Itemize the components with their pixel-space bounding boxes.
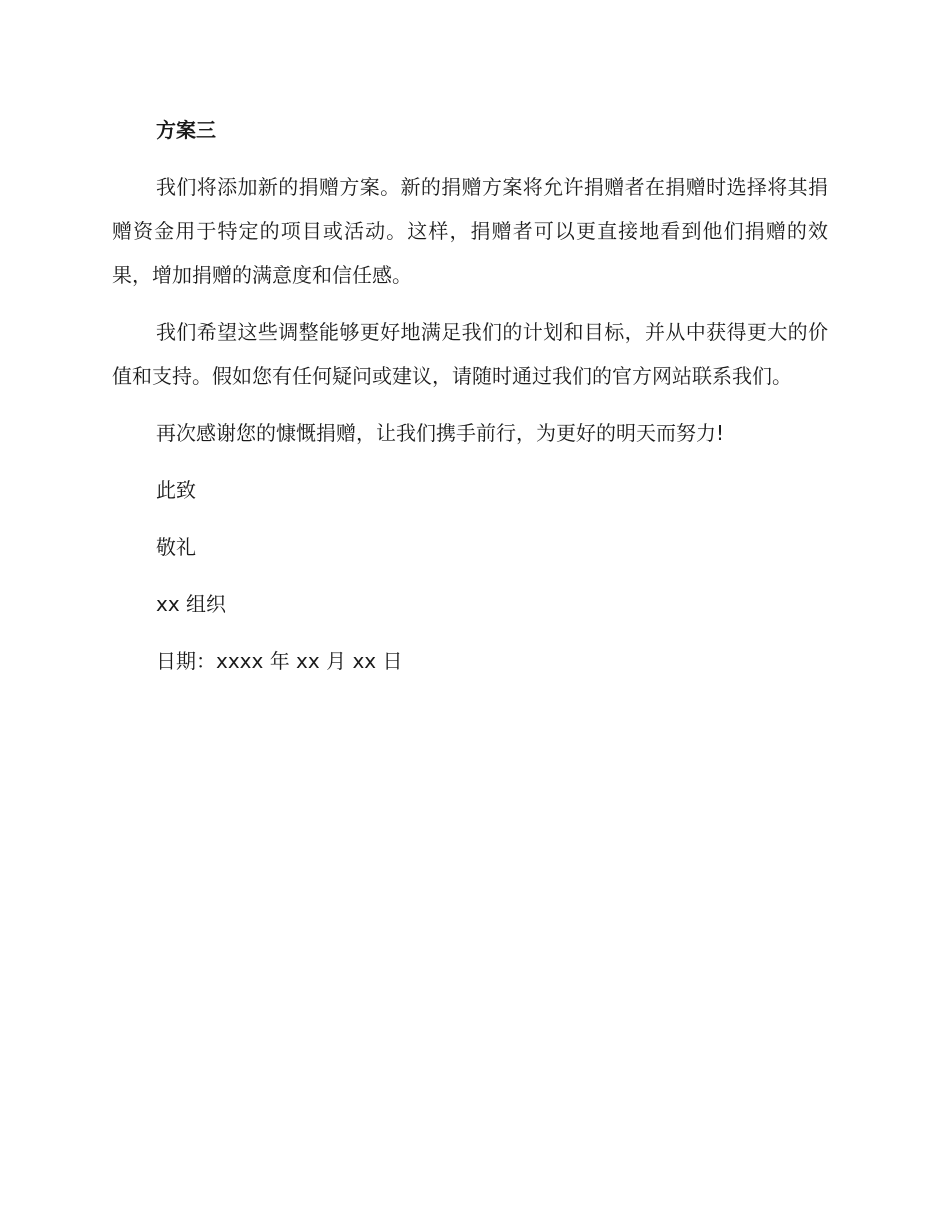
paragraph-new-donation-plan: 我们将添加新的捐赠方案。新的捐赠方案将允许捐赠者在捐赠时选择将其捐赠资金用于特定的项目或活动。这样，捐赠者可以更直接地看到他们捐赠的效果，增加捐赠的满意度和信任感。 — [112, 175, 828, 287]
paragraph-goals-contact: 我们希望这些调整能够更好地满足我们的计划和目标，并从中获得更大的价值和支持。假如您有任何疑问或建议，请随时通过我们的官方网站联系我们。 — [112, 320, 828, 388]
salutation-line: 敬礼 — [156, 535, 196, 559]
section-heading: 方案三 — [156, 118, 216, 142]
letter-body — [112, 108, 828, 696]
date-line: 日期：xxxx 年 xx 月 xx 日 — [156, 649, 403, 673]
signature-line: xx 组织 — [156, 592, 227, 616]
closing-line: 此致 — [156, 478, 196, 502]
paragraph-thanks: 再次感谢您的慷慨捐赠，让我们携手前行，为更好的明天而努力! — [156, 421, 725, 445]
